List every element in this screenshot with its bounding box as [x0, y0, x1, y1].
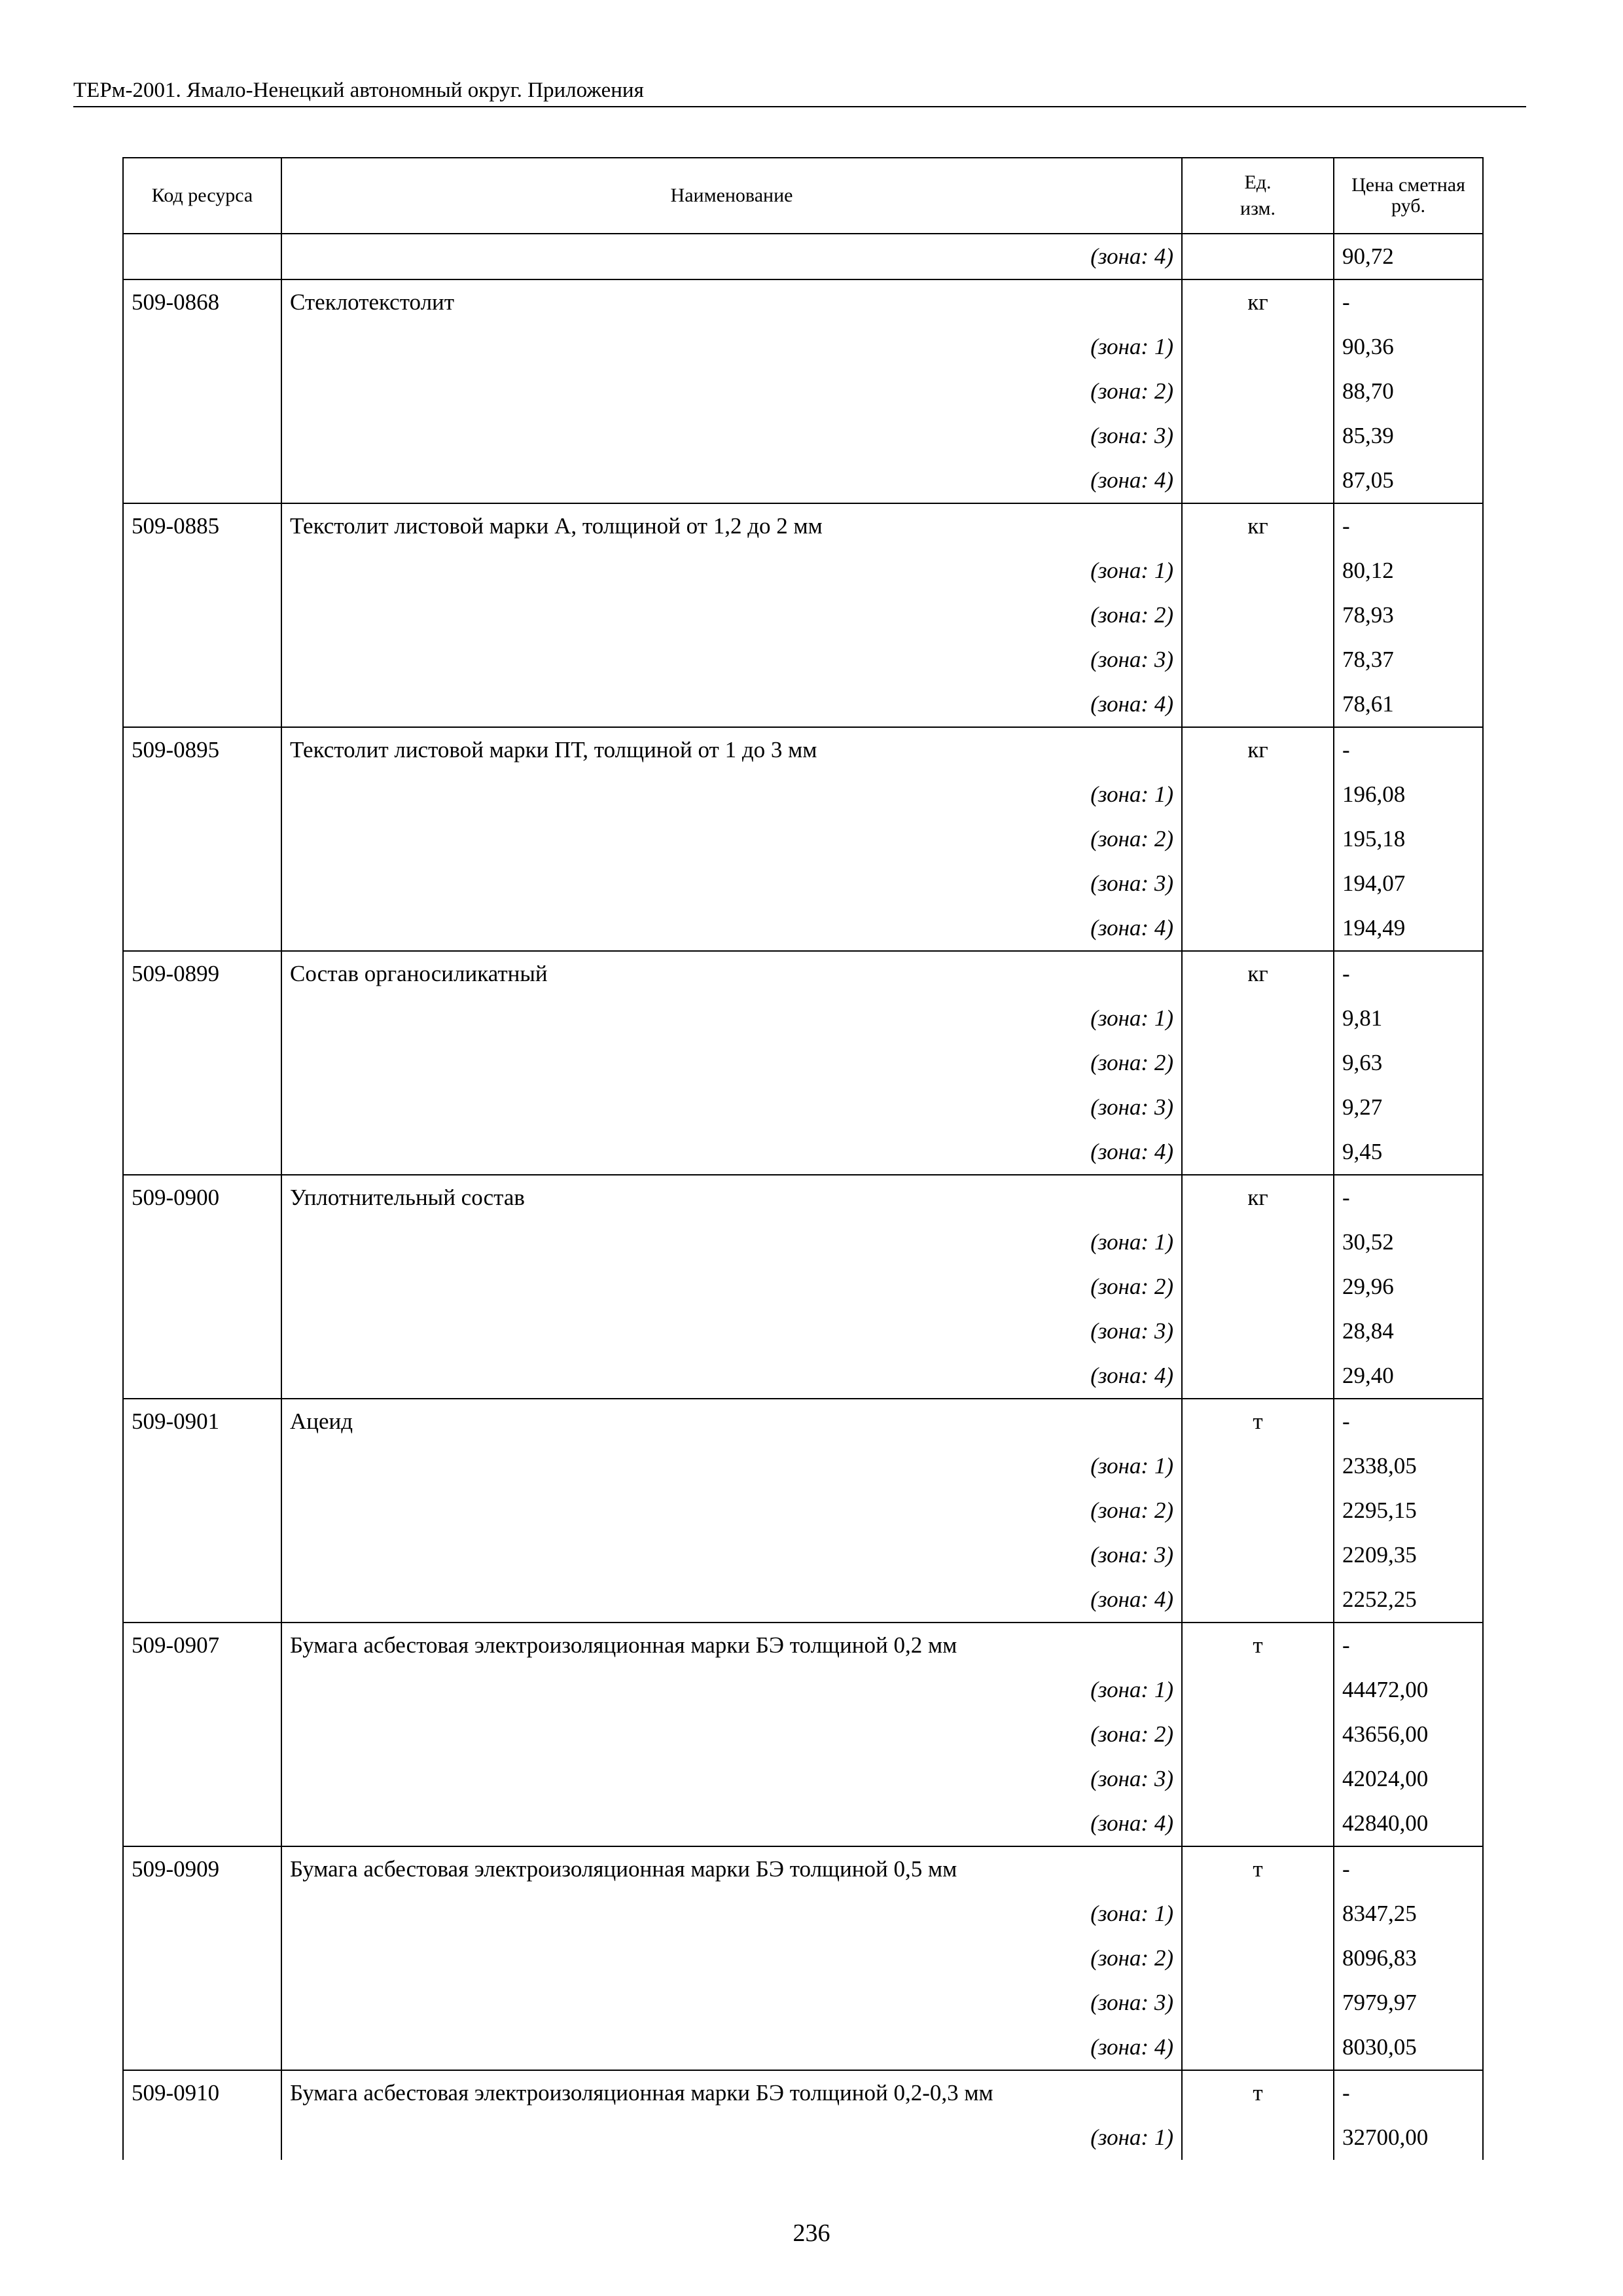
- table-row-zone: [123, 234, 1483, 279]
- page-number: 236: [793, 2219, 830, 2247]
- cell-resource-code: 509-0868: [123, 279, 281, 325]
- cell-resource-code: [123, 1085, 281, 1130]
- cell-resource-code: [123, 234, 281, 279]
- cell-resource-code: [123, 369, 281, 414]
- cell-price: 8347,25: [1334, 1892, 1483, 1936]
- cell-price: 9,63: [1334, 1041, 1483, 1085]
- cell-unit: [1182, 1757, 1334, 1801]
- table-row-item: [123, 1623, 1483, 1668]
- cell-unit: [1182, 682, 1334, 727]
- table-row-zone: [123, 996, 1483, 1041]
- cell-price: 29,40: [1334, 1354, 1483, 1399]
- cell-resource-code: [123, 1488, 281, 1533]
- cell-price: 30,52: [1334, 1220, 1483, 1265]
- cell-unit: [1182, 1130, 1334, 1175]
- cell-zone-label: (зона: 1): [281, 2115, 1182, 2160]
- cell-resource-code: 509-0909: [123, 1846, 281, 1892]
- cell-resource-name: Состав органосиликатный: [281, 951, 1182, 996]
- cell-resource-code: [123, 1712, 281, 1757]
- cell-price: -: [1334, 2070, 1483, 2115]
- cell-resource-code: [123, 996, 281, 1041]
- cell-resource-code: [123, 906, 281, 951]
- column-header-code: Код ресурса: [123, 158, 281, 234]
- cell-zone-label: (зона: 2): [281, 817, 1182, 861]
- table-row-zone: [123, 1309, 1483, 1354]
- cell-resource-code: [123, 1981, 281, 2025]
- cell-resource-name: Бумага асбестовая электроизоляционная марки БЭ толщиной 0,2 мм: [281, 1623, 1182, 1668]
- cell-price: 90,36: [1334, 325, 1483, 369]
- column-header-unit: [1182, 158, 1334, 234]
- table-row-item: [123, 1175, 1483, 1220]
- cell-price: 2252,25: [1334, 1577, 1483, 1623]
- cell-zone-label: (зона: 2): [281, 1936, 1182, 1981]
- table-row-zone: [123, 1892, 1483, 1936]
- cell-zone-label: (зона: 2): [281, 1265, 1182, 1309]
- table-row-zone: [123, 906, 1483, 951]
- cell-price: 87,05: [1334, 458, 1483, 503]
- cell-zone-label: (зона: 3): [281, 1757, 1182, 1801]
- table-row-zone: [123, 1085, 1483, 1130]
- cell-price: 78,37: [1334, 637, 1483, 682]
- cell-unit: [1182, 1981, 1334, 2025]
- cell-unit: [1182, 548, 1334, 593]
- cell-price: -: [1334, 1175, 1483, 1220]
- table-row-item: [123, 1846, 1483, 1892]
- cell-price: 194,07: [1334, 861, 1483, 906]
- table-row-item: [123, 2070, 1483, 2115]
- cell-unit: кг: [1182, 279, 1334, 325]
- cell-unit: кг: [1182, 1175, 1334, 1220]
- cell-resource-code: [123, 1668, 281, 1712]
- cell-price: 2295,15: [1334, 1488, 1483, 1533]
- column-header-unit-line2: изм.: [1240, 198, 1275, 219]
- table-row-item: [123, 951, 1483, 996]
- table-row-zone: [123, 682, 1483, 727]
- cell-zone-label: (зона: 2): [281, 369, 1182, 414]
- table-row-zone: [123, 1712, 1483, 1757]
- cell-unit: [1182, 369, 1334, 414]
- cell-price: 90,72: [1334, 234, 1483, 279]
- cell-resource-code: [123, 637, 281, 682]
- table-row-zone: [123, 772, 1483, 817]
- cell-zone-label: (зона: 3): [281, 1309, 1182, 1354]
- cell-zone-label: (зона: 1): [281, 996, 1182, 1041]
- cell-resource-code: [123, 1533, 281, 1577]
- table-row-zone: [123, 1130, 1483, 1175]
- cell-unit: [1182, 1041, 1334, 1085]
- cell-zone-label: (зона: 3): [281, 1981, 1182, 2025]
- cell-price: -: [1334, 951, 1483, 996]
- cell-price: 32700,00: [1334, 2115, 1483, 2160]
- cell-price: 7979,97: [1334, 1981, 1483, 2025]
- cell-unit: [1182, 1712, 1334, 1757]
- cell-price: 195,18: [1334, 817, 1483, 861]
- table-row-zone: [123, 1488, 1483, 1533]
- cell-zone-label: (зона: 4): [281, 1577, 1182, 1623]
- price-table-body: [123, 234, 1483, 2160]
- cell-zone-label: (зона: 2): [281, 1712, 1182, 1757]
- table-row-zone: [123, 1757, 1483, 1801]
- cell-resource-code: 509-0900: [123, 1175, 281, 1220]
- cell-resource-code: [123, 325, 281, 369]
- cell-price: -: [1334, 1846, 1483, 1892]
- cell-resource-name: Стеклотекстолит: [281, 279, 1182, 325]
- table-row-zone: [123, 369, 1483, 414]
- cell-resource-code: [123, 1577, 281, 1623]
- cell-unit: [1182, 1444, 1334, 1488]
- cell-unit: [1182, 325, 1334, 369]
- cell-price: 29,96: [1334, 1265, 1483, 1309]
- cell-price: -: [1334, 1623, 1483, 1668]
- cell-resource-code: [123, 1265, 281, 1309]
- column-header-name: Наименование: [281, 158, 1182, 234]
- cell-price: 9,27: [1334, 1085, 1483, 1130]
- table-row-zone: [123, 637, 1483, 682]
- cell-zone-label: (зона: 4): [281, 458, 1182, 503]
- table-row-zone: [123, 1041, 1483, 1085]
- cell-resource-code: [123, 817, 281, 861]
- table-row-zone: [123, 593, 1483, 637]
- column-header-price-line1: Цена сметная: [1351, 174, 1465, 196]
- table-row-zone: [123, 817, 1483, 861]
- cell-unit: [1182, 1801, 1334, 1846]
- running-header: ТЕРм-2001. Ямало-Ненецкий автономный округ. Приложения: [73, 79, 644, 102]
- price-table-header: [123, 158, 1483, 234]
- cell-resource-name: Уплотнительный состав: [281, 1175, 1182, 1220]
- table-row-zone: [123, 1220, 1483, 1265]
- cell-price: 2338,05: [1334, 1444, 1483, 1488]
- cell-unit: [1182, 1533, 1334, 1577]
- cell-zone-label: (зона: 1): [281, 772, 1182, 817]
- cell-resource-code: [123, 1936, 281, 1981]
- cell-resource-code: [123, 1892, 281, 1936]
- cell-zone-label: (зона: 1): [281, 548, 1182, 593]
- cell-resource-code: 509-0901: [123, 1399, 281, 1444]
- cell-unit: кг: [1182, 727, 1334, 772]
- table-row-zone: [123, 1533, 1483, 1577]
- cell-zone-label: (зона: 3): [281, 637, 1182, 682]
- table-row-zone: [123, 1265, 1483, 1309]
- table-row-zone: [123, 2025, 1483, 2070]
- cell-resource-code: [123, 1309, 281, 1354]
- table-row-zone: [123, 2115, 1483, 2160]
- table-row-zone: [123, 414, 1483, 458]
- cell-resource-code: [123, 414, 281, 458]
- cell-zone-label: (зона: 2): [281, 1041, 1182, 1085]
- cell-unit: т: [1182, 1623, 1334, 1668]
- table-row-zone: [123, 1801, 1483, 1846]
- table-row-zone: [123, 1444, 1483, 1488]
- cell-resource-code: 509-0885: [123, 503, 281, 548]
- cell-resource-code: [123, 1757, 281, 1801]
- cell-unit: [1182, 1488, 1334, 1533]
- cell-unit: [1182, 593, 1334, 637]
- table-row-item: [123, 503, 1483, 548]
- cell-price: 85,39: [1334, 414, 1483, 458]
- cell-price: 43656,00: [1334, 1712, 1483, 1757]
- table-row-zone: [123, 1668, 1483, 1712]
- cell-unit: [1182, 1085, 1334, 1130]
- cell-resource-code: 509-0899: [123, 951, 281, 996]
- cell-price: 80,12: [1334, 548, 1483, 593]
- cell-unit: [1182, 996, 1334, 1041]
- cell-resource-code: [123, 1041, 281, 1085]
- cell-resource-code: 509-0907: [123, 1623, 281, 1668]
- cell-price: 8030,05: [1334, 2025, 1483, 2070]
- cell-zone-label: (зона: 1): [281, 1444, 1182, 1488]
- cell-zone-label: (зона: 4): [281, 1801, 1182, 1846]
- cell-resource-code: [123, 1801, 281, 1846]
- cell-unit: кг: [1182, 503, 1334, 548]
- cell-unit: [1182, 637, 1334, 682]
- cell-zone-label: (зона: 1): [281, 1220, 1182, 1265]
- cell-zone-label: (зона: 4): [281, 2025, 1182, 2070]
- cell-price: 9,81: [1334, 996, 1483, 1041]
- price-table: [122, 157, 1484, 2160]
- table-row-zone: [123, 458, 1483, 503]
- cell-price: 2209,35: [1334, 1533, 1483, 1577]
- cell-resource-code: [123, 548, 281, 593]
- cell-price: -: [1334, 279, 1483, 325]
- cell-resource-code: [123, 682, 281, 727]
- table-row-zone: [123, 548, 1483, 593]
- table-row-zone: [123, 1936, 1483, 1981]
- cell-zone-label: (зона: 3): [281, 861, 1182, 906]
- cell-zone-label: (зона: 2): [281, 593, 1182, 637]
- table-row-zone: [123, 861, 1483, 906]
- cell-resource-code: [123, 458, 281, 503]
- cell-unit: [1182, 1892, 1334, 1936]
- cell-resource-code: [123, 1220, 281, 1265]
- cell-price: 78,61: [1334, 682, 1483, 727]
- table-row-item: [123, 727, 1483, 772]
- column-header-price: [1334, 158, 1483, 234]
- cell-resource-code: [123, 1130, 281, 1175]
- cell-unit: т: [1182, 2070, 1334, 2115]
- cell-resource-code: [123, 2025, 281, 2070]
- cell-price: 88,70: [1334, 369, 1483, 414]
- cell-unit: [1182, 458, 1334, 503]
- cell-unit: [1182, 1220, 1334, 1265]
- cell-zone-label: (зона: 4): [281, 1354, 1182, 1399]
- table-row-zone: [123, 1981, 1483, 2025]
- cell-price: -: [1334, 503, 1483, 548]
- cell-resource-code: [123, 1354, 281, 1399]
- cell-resource-name: Ацеид: [281, 1399, 1182, 1444]
- cell-resource-code: 509-0910: [123, 2070, 281, 2115]
- cell-unit: [1182, 414, 1334, 458]
- cell-price: -: [1334, 727, 1483, 772]
- cell-zone-label: (зона: 1): [281, 1668, 1182, 1712]
- cell-resource-name: Текстолит листовой марки А, толщиной от 1,2 до 2 мм: [281, 503, 1182, 548]
- cell-price: -: [1334, 1399, 1483, 1444]
- cell-resource-code: [123, 2115, 281, 2160]
- cell-unit: [1182, 772, 1334, 817]
- cell-zone-label: (зона: 2): [281, 1488, 1182, 1533]
- cell-unit: [1182, 906, 1334, 951]
- cell-unit: [1182, 1577, 1334, 1623]
- column-header-price-line2: руб.: [1391, 195, 1425, 217]
- cell-zone-label: (зона: 3): [281, 1085, 1182, 1130]
- cell-unit: [1182, 234, 1334, 279]
- cell-price: 78,93: [1334, 593, 1483, 637]
- cell-price: 8096,83: [1334, 1936, 1483, 1981]
- cell-price: 44472,00: [1334, 1668, 1483, 1712]
- table-row-item: [123, 279, 1483, 325]
- cell-unit: [1182, 1668, 1334, 1712]
- cell-unit: [1182, 2025, 1334, 2070]
- table-row-zone: [123, 325, 1483, 369]
- cell-zone-label: (зона: 4): [281, 1130, 1182, 1175]
- cell-unit: [1182, 1354, 1334, 1399]
- cell-unit: кг: [1182, 951, 1334, 996]
- cell-price: 194,49: [1334, 906, 1483, 951]
- cell-zone-label: (зона: 4): [281, 682, 1182, 727]
- column-header-unit-line1: Ед.: [1244, 171, 1272, 193]
- cell-resource-code: 509-0895: [123, 727, 281, 772]
- cell-zone-label: (зона: 4): [281, 234, 1182, 279]
- cell-zone-label: (зона: 1): [281, 325, 1182, 369]
- cell-resource-name: Бумага асбестовая электроизоляционная марки БЭ толщиной 0,5 мм: [281, 1846, 1182, 1892]
- cell-zone-label: (зона: 3): [281, 1533, 1182, 1577]
- cell-unit: [1182, 817, 1334, 861]
- cell-resource-code: [123, 593, 281, 637]
- cell-zone-label: (зона: 4): [281, 906, 1182, 951]
- cell-price: 28,84: [1334, 1309, 1483, 1354]
- cell-zone-label: (зона: 1): [281, 1892, 1182, 1936]
- cell-unit: [1182, 1936, 1334, 1981]
- cell-unit: [1182, 1265, 1334, 1309]
- cell-price: 196,08: [1334, 772, 1483, 817]
- cell-unit: т: [1182, 1399, 1334, 1444]
- cell-unit: [1182, 1309, 1334, 1354]
- table-row-zone: [123, 1577, 1483, 1623]
- cell-resource-code: [123, 861, 281, 906]
- cell-resource-code: [123, 1444, 281, 1488]
- cell-price: 42024,00: [1334, 1757, 1483, 1801]
- cell-resource-name: Бумага асбестовая электроизоляционная марки БЭ толщиной 0,2-0,3 мм: [281, 2070, 1182, 2115]
- cell-unit: т: [1182, 1846, 1334, 1892]
- header-rule: [73, 106, 1526, 107]
- cell-resource-name: Текстолит листовой марки ПТ, толщиной от 1 до 3 мм: [281, 727, 1182, 772]
- table-row-zone: [123, 1354, 1483, 1399]
- cell-zone-label: (зона: 3): [281, 414, 1182, 458]
- cell-price: 9,45: [1334, 1130, 1483, 1175]
- cell-unit: [1182, 861, 1334, 906]
- cell-unit: [1182, 2115, 1334, 2160]
- cell-resource-code: [123, 772, 281, 817]
- cell-price: 42840,00: [1334, 1801, 1483, 1846]
- table-row-item: [123, 1399, 1483, 1444]
